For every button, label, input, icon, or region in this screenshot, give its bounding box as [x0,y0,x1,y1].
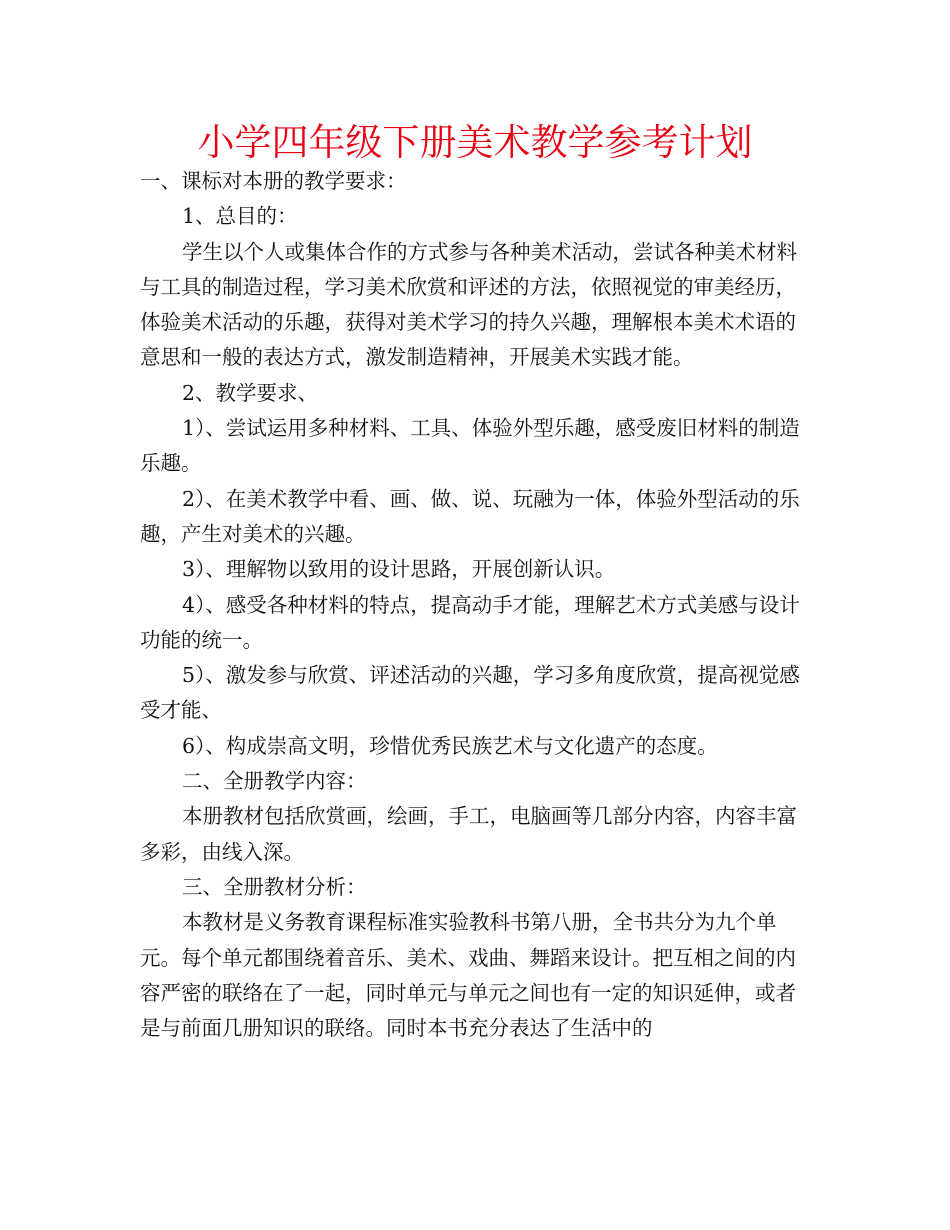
paragraph: 2、教学要求、 [182,380,319,405]
paragraph: 二、全册教学内容： [182,769,367,794]
paragraph: 本册教材包括欣赏画，绘画，手工，电脑画等几部分内容，内容丰富多彩，由线入深。 [140,804,797,864]
paragraph: 6）、构成崇高文明，珍惜优秀民族艺术与文化遗产的态度。 [182,733,718,758]
paragraph: 学生以个人或集体合作的方式参与各种美术活动，尝试各种美术材料与工具的制造过程，学习美术欣赏和评述的方法，依照视觉的审美经历，体验美术活动的乐趣，获得对美术学习的持久兴趣，理解根本美术术语的意思和一般的表达方式，激发制造精神，开展美术实践才能。 [140,239,797,370]
document-title: 小学四年级下册美术教学参考计划 [197,121,753,164]
paragraph: 5）、激发参与欣赏、评述活动的兴趣，学习多角度欣赏，提高视觉感受才能、 [140,663,800,723]
paragraph: 1、总目的： [182,204,298,229]
paragraph: 三、全册教材分析： [182,874,367,899]
paragraph: 1）、尝试运用多种材料、工具、体验外型乐趣，感受废旧材料的制造乐趣。 [140,416,800,476]
paragraph: 2）、在美术教学中看、画、做、说、玩融为一体，体验外型活动的乐趣，产生对美术的兴趣。 [140,486,800,546]
document-body [140,164,812,1046]
paragraph: 一、课标对本册的教学要求： [140,169,407,193]
paragraph: 3）、理解物以致用的设计思路，开展创新认识。 [182,557,616,582]
paragraph: 本教材是义务教育课程标准实验教科书第八册，全书共分为九个单元。每个单元都围绕着音乐、美术、戏曲、舞蹈来设计。把互相之间的内容严密的联络在了一起，同时单元与单元之间也有一定的知识延伸，或者是与前面几册知识的联络。同时本书充分表达了生活中的 [140,910,796,1041]
paragraph: 4）、感受各种材料的特点，提高动手才能，理解艺术方式美感与设计功能的统一。 [140,592,800,652]
